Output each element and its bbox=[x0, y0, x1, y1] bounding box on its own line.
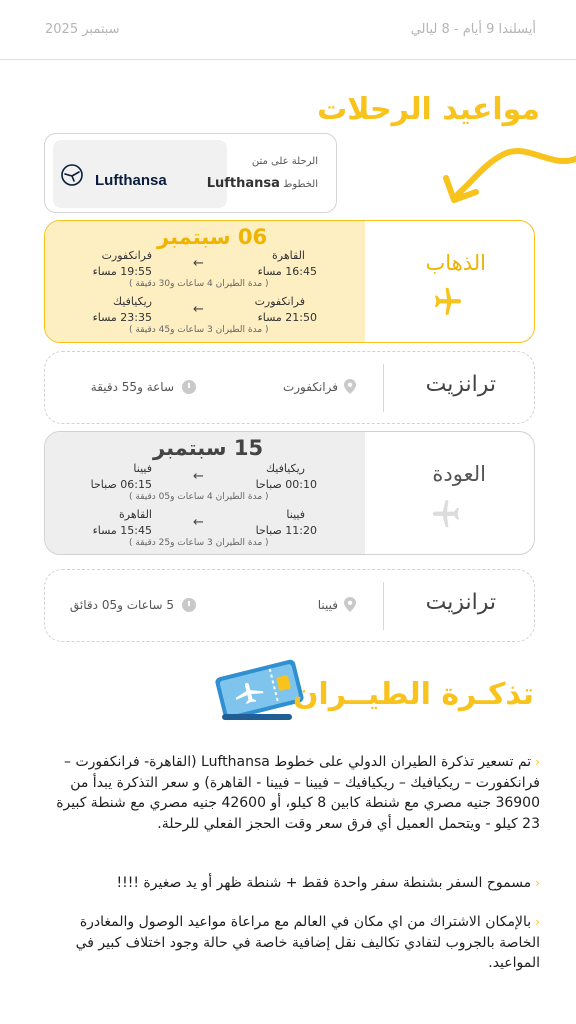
arrival-time: 23:35 مساء bbox=[92, 311, 152, 324]
location-pin-icon bbox=[344, 597, 356, 612]
arrow-left-icon: ← bbox=[193, 515, 204, 530]
arrival-city: القاهرة bbox=[119, 508, 152, 521]
transit-duration: ساعة و55 دقيقة bbox=[90, 380, 174, 394]
page-title: مواعيد الرحلات bbox=[317, 92, 540, 127]
transit-label: ترانزيت bbox=[425, 590, 496, 615]
return-date: 15 سبتمبر bbox=[153, 436, 264, 460]
divider bbox=[383, 364, 384, 412]
chevron-left-icon: ‹ bbox=[535, 755, 540, 769]
transit-card-2 bbox=[44, 569, 535, 642]
flight-duration: ( مدة الطيران 3 ساعات و45 دقيقة ) bbox=[129, 325, 269, 335]
arrow-left-icon: ← bbox=[193, 302, 204, 317]
return-card bbox=[44, 431, 535, 555]
clock-icon bbox=[182, 380, 196, 394]
departure-city: ريكيافيك bbox=[266, 462, 305, 475]
arrow-left-icon: ← bbox=[193, 256, 204, 271]
lufthansa-crane-icon bbox=[61, 164, 83, 186]
arrival-city: فرانكفورت bbox=[101, 249, 152, 262]
clock-icon bbox=[182, 598, 196, 612]
header-date: سبتمبر 2025 bbox=[45, 22, 120, 37]
flight-duration: ( مدة الطيران 4 ساعات و05 دقيقة ) bbox=[129, 492, 269, 502]
arrival-time: 19:55 مساء bbox=[92, 265, 152, 278]
outbound-label: الذهاب bbox=[425, 251, 486, 275]
departure-time: 16:45 مساء bbox=[257, 265, 317, 278]
return-label: العودة bbox=[432, 462, 486, 486]
airline-label: الرحلة على متن bbox=[251, 156, 318, 167]
transit-city: فيينا bbox=[317, 598, 338, 612]
airline-line bbox=[207, 176, 318, 191]
airline-name: Lufthansa bbox=[206, 176, 280, 191]
outbound-date: 06 سبتمبر bbox=[157, 225, 268, 249]
ticket-paragraph bbox=[50, 752, 540, 834]
arrow-swoosh-icon bbox=[440, 140, 576, 210]
arrival-city: ريكيافيك bbox=[113, 295, 152, 308]
airplane-icon bbox=[430, 496, 464, 530]
baggage-paragraph bbox=[50, 873, 540, 894]
outbound-card bbox=[44, 220, 535, 343]
airline-card bbox=[44, 133, 337, 213]
airline-prefix: الخطوط bbox=[283, 179, 318, 190]
join-paragraph bbox=[50, 912, 540, 974]
transit-duration: 5 ساعات و05 دقائق bbox=[69, 598, 174, 612]
paragraph-text: بالإمكان الاشتراك من اي مكان في العالم مع مراعاة مواعيد الوصول والمغادرة الخاصة بالجروب لتفادي تكاليف نقل إضافية خاصة في حالة وجود اختلاف كبير في المواعيد. bbox=[75, 914, 540, 971]
chevron-left-icon: ‹ bbox=[535, 876, 540, 890]
airline-logo bbox=[53, 140, 227, 208]
paragraph-text: مسموح السفر بشنطة سفر واحدة فقط + شنطة ظهر أو يد صغيرة !!!! bbox=[116, 875, 532, 891]
paragraph-text: تم تسعير تذكرة الطيران الدولي على خطوط Lufthansa (القاهرة- فرانكفورت – فرانكفورت – ريكيافيك – ريكيافيك – فيينا – فيينا - القاهرة) و سعر التذكرة يبدأ من 36900 جنيه مصري مع شنطة كابين 8 كيلو، أو 42600 جنيه مصري مع شنطة كبيرة 23 كيلو - ويتحمل العميل أي فرق سعر وقت الحجز الفعلي للرحلة. bbox=[56, 754, 540, 832]
ticket-title: تذكـرة الطيــران bbox=[292, 677, 534, 712]
arrow-left-icon: ← bbox=[193, 469, 204, 484]
arrival-time: 06:15 صباحا bbox=[90, 478, 152, 491]
return-details bbox=[45, 432, 365, 554]
flight-duration: ( مدة الطيران 3 ساعات و25 دقيقة ) bbox=[129, 538, 269, 548]
departure-time: 21:50 مساء bbox=[257, 311, 317, 324]
flight-duration: ( مدة الطيران 4 ساعات و30 دقيقة ) bbox=[129, 279, 269, 289]
arrival-time: 15:45 مساء bbox=[92, 524, 152, 537]
transit-label: ترانزيت bbox=[425, 372, 496, 397]
location-pin-icon bbox=[344, 379, 356, 394]
departure-city: فيينا bbox=[286, 508, 305, 521]
header-trip: أيسلندا 9 أيام - 8 ليالي bbox=[410, 22, 536, 37]
departure-city: القاهرة bbox=[272, 249, 305, 262]
outbound-details bbox=[45, 221, 365, 342]
departure-city: فرانكفورت bbox=[254, 295, 305, 308]
transit-city: فرانكفورت bbox=[282, 380, 338, 394]
arrival-city: فيينا bbox=[133, 462, 152, 475]
airline-logo-text: Lufthansa bbox=[95, 172, 167, 189]
departure-time: 11:20 صباحا bbox=[255, 524, 317, 537]
airplane-icon bbox=[430, 285, 464, 319]
page-header bbox=[0, 0, 576, 60]
transit-card-1 bbox=[44, 351, 535, 424]
chevron-left-icon: ‹ bbox=[535, 915, 540, 929]
divider bbox=[383, 582, 384, 630]
departure-time: 00:10 صباحا bbox=[255, 478, 317, 491]
